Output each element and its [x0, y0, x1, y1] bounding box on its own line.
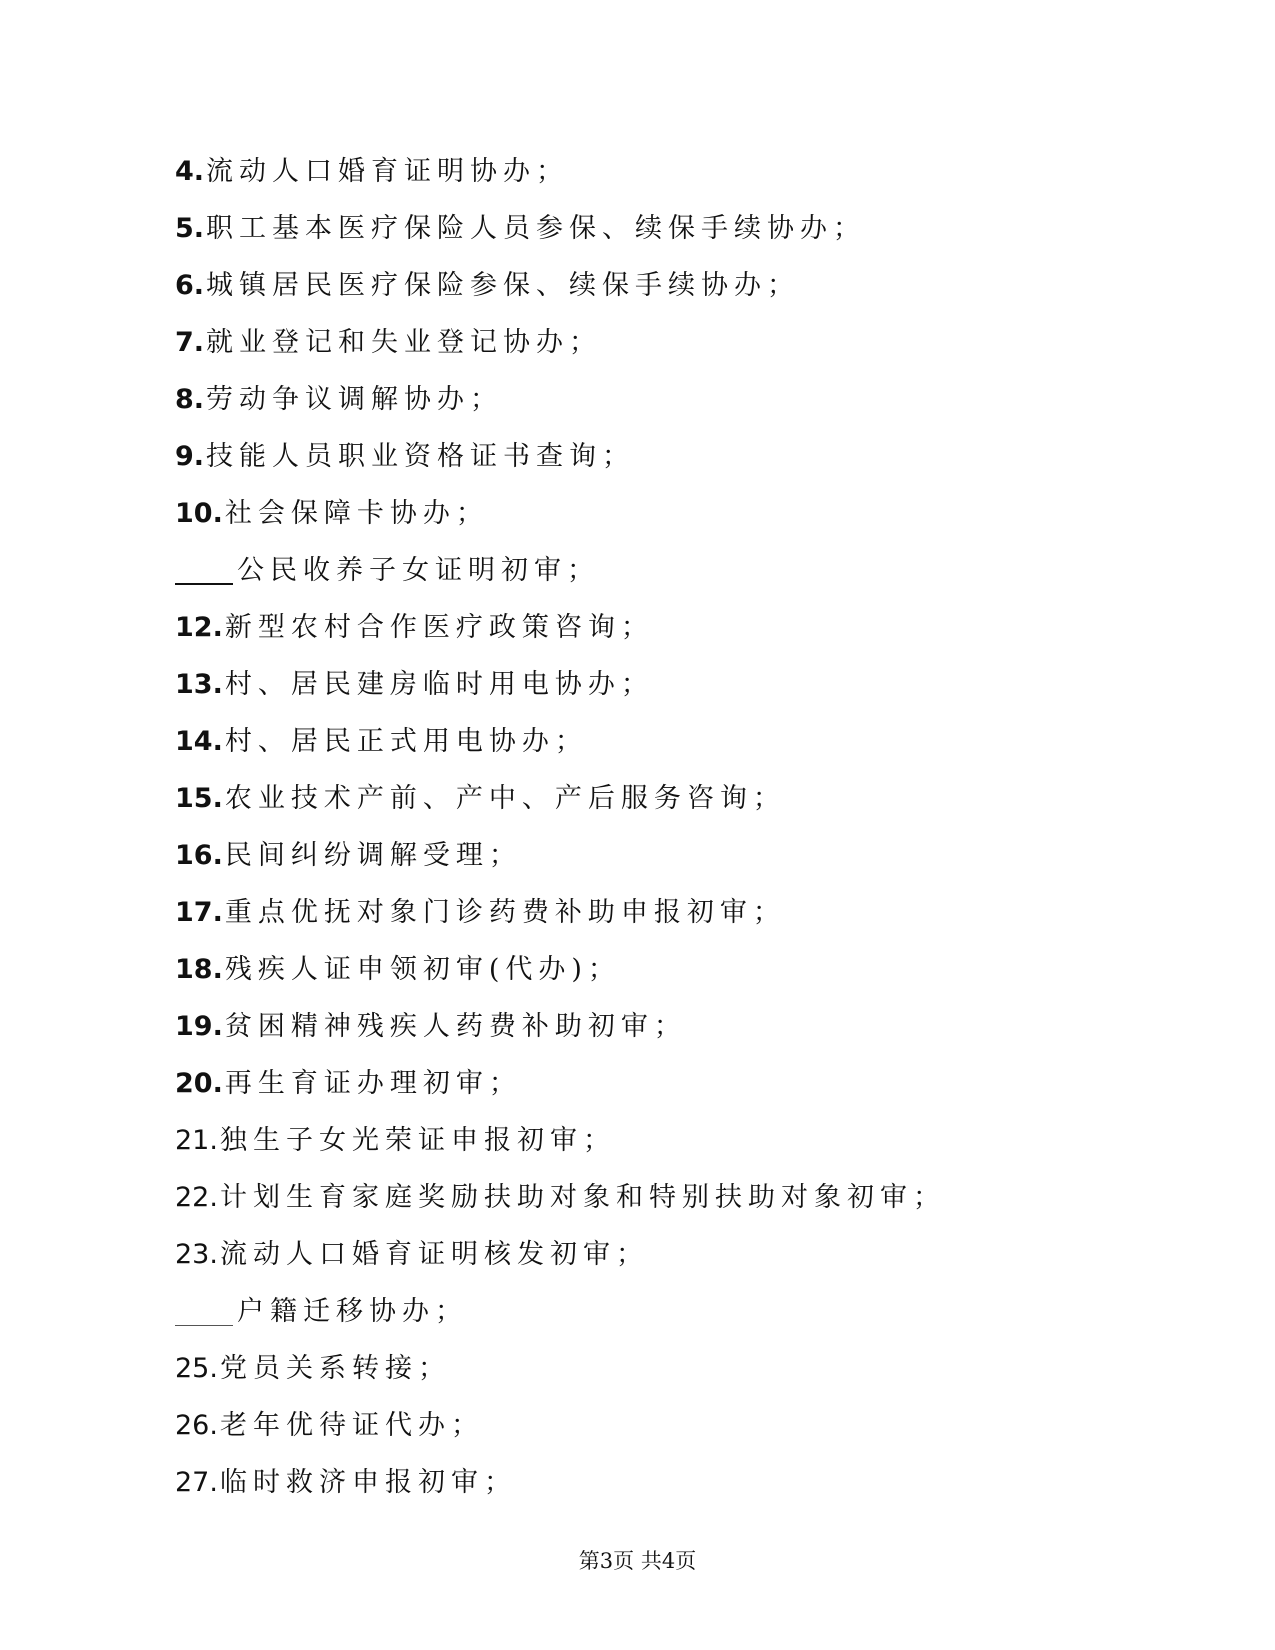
item-text: 贫困精神残疾人药费补助初审；: [224, 1011, 687, 1042]
item-number: 27.: [175, 1467, 218, 1498]
number-blank-line: [175, 553, 233, 585]
list-item: [175, 1283, 946, 1340]
list-item: [175, 599, 946, 656]
item-text: 再生育证办理初审；: [224, 1068, 522, 1099]
item-text: 劳动争议调解协办；: [206, 384, 504, 415]
item-number: 25.: [175, 1353, 218, 1384]
item-number: 14.: [175, 726, 223, 757]
item-text: 老年优待证代办；: [219, 1410, 484, 1441]
list-item: [175, 257, 946, 314]
item-number: 17.: [175, 897, 223, 928]
item-number: 12.: [175, 612, 223, 643]
item-number: 13.: [175, 669, 223, 700]
item-number: 10.: [175, 498, 223, 529]
list-item: [175, 1226, 946, 1283]
item-text: 城镇居民医疗保险参保、续保手续协办；: [206, 270, 801, 301]
list-item: [175, 200, 946, 257]
list-item: [175, 827, 946, 884]
item-text: 流动人口婚育证明协办；: [206, 156, 570, 187]
list-item: [175, 884, 946, 941]
list-item: [175, 314, 946, 371]
item-number: 7.: [175, 327, 205, 358]
item-text: 村、居民建房临时用电协办；: [224, 669, 654, 700]
item-text: 重点优抚对象门诊药费补助申报初审；: [224, 897, 786, 928]
item-text: 职工基本医疗保险人员参保、续保手续协办；: [206, 213, 867, 244]
item-text: 流动人口婚育证明核发初审；: [219, 1239, 649, 1270]
list-item: [175, 656, 946, 713]
list-item: [175, 998, 946, 1055]
item-text: 社会保障卡协办；: [224, 498, 489, 529]
list-item: [175, 1112, 946, 1169]
list-item: [175, 371, 946, 428]
item-text: 独生子女光荣证申报初审；: [219, 1125, 616, 1156]
item-number: 9.: [175, 441, 205, 472]
item-number: 20.: [175, 1068, 223, 1099]
number-blank-line: [175, 1295, 233, 1326]
item-text: 党员关系转接；: [219, 1353, 451, 1384]
list-item: [175, 770, 946, 827]
service-item-list: [175, 143, 946, 1511]
item-number: 23.: [175, 1239, 218, 1270]
item-number: 16.: [175, 840, 223, 871]
list-item: [175, 1055, 946, 1112]
item-number: 19.: [175, 1011, 223, 1042]
item-text: 农业技术产前、产中、产后服务咨询；: [224, 783, 786, 814]
item-number: 15.: [175, 783, 223, 814]
item-number: 18.: [175, 954, 223, 985]
list-item: [175, 1454, 946, 1511]
item-number: 26.: [175, 1410, 218, 1441]
item-number: 6.: [175, 270, 205, 301]
item-number: 5.: [175, 213, 205, 244]
item-number: 4.: [175, 156, 205, 187]
item-text: 村、居民正式用电协办；: [224, 726, 588, 757]
list-item: [175, 485, 946, 542]
list-item: [175, 941, 946, 998]
list-item: [175, 428, 946, 485]
list-item: [175, 713, 946, 770]
item-text: 新型农村合作医疗政策咨询；: [224, 612, 654, 643]
item-text: 民间纠纷调解受理；: [224, 840, 522, 871]
list-item: [175, 542, 946, 599]
item-number: 8.: [175, 384, 205, 415]
item-text: 临时救济申报初审；: [219, 1467, 517, 1498]
item-text: 户籍迁移协办；: [237, 1296, 468, 1327]
list-item: [175, 1397, 946, 1454]
item-number: 22.: [175, 1182, 218, 1213]
item-text: 计划生育家庭奖励扶助对象和特别扶助对象初审；: [219, 1182, 946, 1213]
item-text: 技能人员职业资格证书查询；: [206, 441, 636, 472]
item-number: 21.: [175, 1125, 218, 1156]
list-item: [175, 143, 946, 200]
item-text: 就业登记和失业登记协办；: [206, 327, 603, 358]
list-item: [175, 1340, 946, 1397]
list-item: [175, 1169, 946, 1226]
page-footer: 第3页 共4页: [578, 1549, 697, 1573]
item-text: 残疾人证申领初审(代办)；: [224, 954, 621, 985]
item-text: 公民收养子女证明初审；: [237, 555, 600, 586]
